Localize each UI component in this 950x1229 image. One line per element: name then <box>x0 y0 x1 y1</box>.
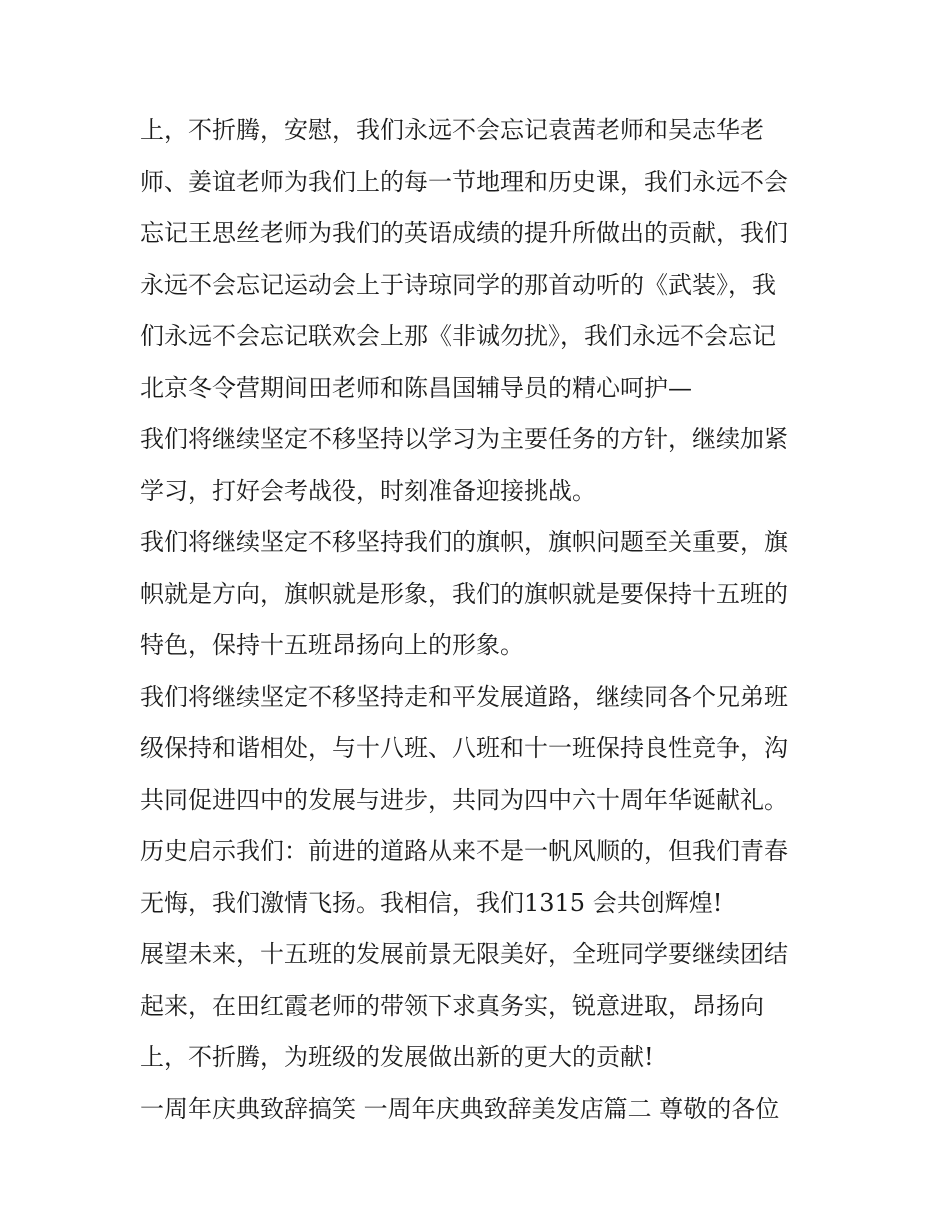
text-line: 特色，保持十五班昂扬向上的形象。 <box>140 631 524 659</box>
text-line: 历史启示我们：前进的道路从来不是一帆风顺的，但我们青春 <box>140 837 788 865</box>
text-line: 永远不会忘记运动会上于诗琼同学的那首动听的《武装》，我 <box>140 270 776 299</box>
text-line: 无悔，我们激情飞扬。我相信，我们1315 会共创辉煌! <box>140 888 723 917</box>
text-line: 起来，在田红霞老师的带领下求真务实，锐意进取，昂扬向 <box>140 991 764 1020</box>
text-line: 展望未来，十五班的发展前景无限美好，全班同学要继续团结 <box>140 940 788 968</box>
text-line: 一周年庆典致辞搞笑 一周年庆典致辞美发店篇二 尊敬的各位 <box>140 1094 780 1123</box>
text-line: 们永远不会忘记联欢会上那《非诚勿扰》，我们永远不会忘记 <box>140 322 776 350</box>
text-line: 我们将继续坚定不移坚持走和平发展道路，继续同各个兄弟班 <box>140 682 788 711</box>
text-line: 帜就是方向，旗帜就是形象，我们的旗帜就是要保持十五班的 <box>140 579 788 608</box>
text-line: 我们将继续坚定不移坚持我们的旗帜，旗帜问题至关重要，旗 <box>140 528 788 556</box>
text-line: 共同促进四中的发展与进步，共同为四中六十周年华诞献礼。 <box>140 785 788 814</box>
text-line: 级保持和谐相处，与十八班、八班和十一班保持良性竞争，沟 <box>140 734 788 762</box>
text-line: 北京冬令营期间田老师和陈昌国辅导员的精心呵护— <box>140 373 692 402</box>
body-text <box>140 105 820 1135</box>
text-line: 师、姜谊老师为我们上的每一节地理和历史课，我们永远不会 <box>140 167 788 196</box>
text-line: 学习，打好会考战役，时刻准备迎接挑战。 <box>140 476 596 505</box>
text-line: 上，不折腾，安慰，我们永远不会忘记袁茜老师和吴志华老 <box>140 116 764 144</box>
text-line: 我们将继续坚定不移坚持以学习为主要任务的方针，继续加紧 <box>140 425 788 453</box>
text-line: 上，不折腾，为班级的发展做出新的更大的贡献! <box>140 1043 654 1071</box>
text-line: 忘记王思丝老师为我们的英语成绩的提升所做出的贡献，我们 <box>140 219 788 247</box>
